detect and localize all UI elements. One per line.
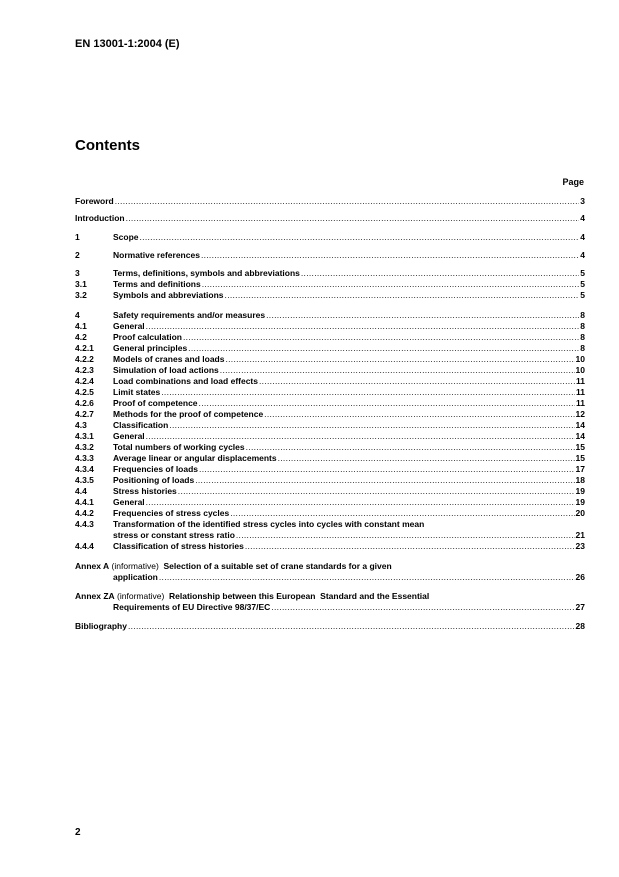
toc-number: 4.2 <box>75 332 87 342</box>
toc-leader <box>195 475 574 485</box>
toc-label: Average linear or angular displacements <box>113 453 277 463</box>
toc-entry-2[interactable] <box>75 249 585 260</box>
toc-leader <box>264 409 574 419</box>
toc-leader <box>271 602 574 612</box>
toc-annex-label <box>75 561 392 571</box>
toc-number: 4.4.2 <box>75 508 94 518</box>
toc-label: Safety requirements and/or measures <box>113 310 266 320</box>
toc-entry-3[interactable] <box>75 267 585 278</box>
toc-leader <box>146 321 580 331</box>
toc-entry-4-3-2[interactable] <box>75 441 585 452</box>
toc-number: 4.4.3 <box>75 519 94 529</box>
toc-entry-4-3[interactable] <box>75 419 585 430</box>
toc-number: 4.2.1 <box>75 343 94 353</box>
toc-entry-annex-a[interactable] <box>75 560 585 571</box>
toc-page: 5 <box>580 290 585 300</box>
toc-number: 1 <box>75 232 80 242</box>
toc-number: 4.3 <box>75 420 87 430</box>
toc-number: 4.3.4 <box>75 464 94 474</box>
toc-label: stress or constant stress ratio <box>113 530 235 540</box>
toc-page: 5 <box>580 268 585 278</box>
toc-entry-4-1[interactable] <box>75 320 585 331</box>
toc-number: 4.2.3 <box>75 365 94 375</box>
toc-leader <box>202 279 580 289</box>
toc-label: Terms, definitions, symbols and abbreviations <box>113 268 300 278</box>
toc-number: 4.1 <box>75 321 87 331</box>
toc-page: 4 <box>580 213 585 223</box>
toc-label: Total numbers of working cycles <box>113 442 245 452</box>
toc-leader <box>188 343 579 353</box>
toc-label: Proof calculation <box>113 332 182 342</box>
toc-number: 4.4 <box>75 486 87 496</box>
toc-page: 4 <box>580 250 585 260</box>
toc-entry-4-3-1[interactable] <box>75 430 585 441</box>
toc-leader <box>246 442 575 452</box>
toc-label: Transformation of the identified stress cycles into cycles with constant mean <box>113 519 425 529</box>
toc-label: Proof of competence <box>113 398 198 408</box>
toc-number: 4.2.5 <box>75 387 94 397</box>
toc-entry-4-3-3[interactable] <box>75 452 585 463</box>
toc-label: Normative references <box>113 250 200 260</box>
toc-entry-annex-za[interactable] <box>75 590 585 601</box>
toc-page: 10 <box>575 354 585 364</box>
toc-leader <box>201 250 579 260</box>
toc-number: 4.2.6 <box>75 398 94 408</box>
toc-page: 26 <box>575 572 585 582</box>
toc-number: 4 <box>75 310 80 320</box>
toc-entry-4-2-5[interactable] <box>75 386 585 397</box>
toc-leader <box>199 398 575 408</box>
toc-leader <box>159 572 575 582</box>
toc-annex-label <box>75 591 429 601</box>
toc-label: General principles <box>113 343 188 353</box>
toc-page: 11 <box>576 376 585 386</box>
toc-page: 8 <box>580 310 585 320</box>
toc-page: 19 <box>575 497 585 507</box>
toc-number: 4.3.2 <box>75 442 94 452</box>
toc-label: Models of cranes and loads <box>113 354 225 364</box>
toc-entry-bibliography[interactable] <box>75 620 585 631</box>
annex-informative: (informative) <box>117 591 165 601</box>
toc-entry-foreword[interactable] <box>75 195 585 206</box>
toc-number: 3.1 <box>75 279 87 289</box>
toc-number: 4.3.1 <box>75 431 94 441</box>
toc-label: Methods for the proof of competence <box>113 409 264 419</box>
toc-page: 19 <box>575 486 585 496</box>
toc-page: 8 <box>580 321 585 331</box>
toc-entry-4-4-3[interactable] <box>75 518 585 529</box>
toc-number: 4.3.3 <box>75 453 94 463</box>
annex-prefix: Annex ZA <box>75 591 115 601</box>
toc-label: Simulation of load actions <box>113 365 219 375</box>
toc-entry-3-1[interactable] <box>75 278 585 289</box>
toc-entry-4-4[interactable] <box>75 485 585 496</box>
toc-page: 17 <box>575 464 585 474</box>
toc-entry-4-2-4[interactable] <box>75 375 585 386</box>
toc-number: 4.3.5 <box>75 475 94 485</box>
toc-leader <box>225 290 580 300</box>
toc-entry-1[interactable] <box>75 231 585 242</box>
toc-label: Positioning of loads <box>113 475 195 485</box>
toc-label: Limit states <box>113 387 161 397</box>
toc-leader <box>115 196 580 206</box>
toc-page: 10 <box>575 365 585 375</box>
toc-page: 8 <box>580 332 585 342</box>
toc-page: 20 <box>575 508 585 518</box>
toc-leader <box>245 541 575 551</box>
toc-leader <box>220 365 575 375</box>
toc-number: 4.2.7 <box>75 409 94 419</box>
toc-leader <box>169 420 574 430</box>
toc-entry-introduction[interactable] <box>75 212 585 223</box>
toc-number: 3 <box>75 268 80 278</box>
toc-page: 12 <box>575 409 585 419</box>
toc-label: Classification of stress histories <box>113 541 244 551</box>
page-title: Contents <box>75 137 140 154</box>
document-code: EN 13001-1:2004 (E) <box>75 38 180 50</box>
toc-entry-4-4-1[interactable] <box>75 496 585 507</box>
toc-label: General <box>113 497 145 507</box>
toc-entry-4-3-5[interactable] <box>75 474 585 485</box>
toc-entry-4-2-3[interactable] <box>75 364 585 375</box>
toc-label: Symbols and abbreviations <box>113 290 224 300</box>
toc-label: Frequencies of stress cycles <box>113 508 230 518</box>
page-column-label: Page <box>562 177 584 187</box>
toc-leader <box>259 376 575 386</box>
toc-leader <box>199 464 575 474</box>
toc-entry-4-2-6[interactable] <box>75 397 585 408</box>
toc-number: 4.4.1 <box>75 497 94 507</box>
toc-leader <box>126 213 580 223</box>
toc-label: Scope <box>113 232 139 242</box>
toc-label: General <box>113 321 145 331</box>
toc-label: Terms and definitions <box>113 279 201 289</box>
toc-page: 15 <box>575 453 585 463</box>
toc-number: 4.4.4 <box>75 541 94 551</box>
toc-entry-4-2-2[interactable] <box>75 353 585 364</box>
toc-entry-4-2[interactable] <box>75 331 585 342</box>
toc-leader <box>236 530 575 540</box>
toc-entry-4-3-4[interactable] <box>75 463 585 474</box>
toc-label: Frequencies of loads <box>113 464 199 474</box>
toc-leader <box>230 508 574 518</box>
toc-entry-4-4-4[interactable] <box>75 540 585 551</box>
toc-page: 11 <box>576 398 585 408</box>
toc-page: 15 <box>575 442 585 452</box>
toc-leader <box>278 453 575 463</box>
toc-page: 4 <box>580 232 585 242</box>
toc-page: 14 <box>575 420 585 430</box>
toc-page: 3 <box>580 196 585 206</box>
toc-page: 5 <box>580 279 585 289</box>
toc-leader <box>225 354 574 364</box>
toc-leader <box>183 332 579 342</box>
toc-page: 18 <box>575 475 585 485</box>
toc-entry-4-2-7[interactable] <box>75 408 585 419</box>
toc-leader <box>128 621 575 631</box>
toc-leader <box>301 268 579 278</box>
toc-entry-4-2-1[interactable] <box>75 342 585 353</box>
toc-leader <box>146 497 575 507</box>
toc-label: Bibliography <box>75 621 127 631</box>
toc-entry-3-2[interactable] <box>75 289 585 300</box>
annex-informative: (informative) <box>111 561 159 571</box>
toc-leader <box>146 431 575 441</box>
toc-page: 8 <box>580 343 585 353</box>
toc-label: Stress histories <box>113 486 177 496</box>
toc-number: 3.2 <box>75 290 87 300</box>
toc-entry-annex-za-cont[interactable] <box>113 601 585 612</box>
annex-title: Relationship between this European Standard and the Essential <box>169 591 430 601</box>
toc-label: Requirements of EU Directive 98/37/EC <box>113 602 271 612</box>
toc-label: Load combinations and load effects <box>113 376 258 386</box>
toc-entry-annex-a-cont[interactable] <box>113 571 585 582</box>
toc-page: 21 <box>575 530 585 540</box>
toc-leader <box>161 387 575 397</box>
toc-entry-4[interactable] <box>75 309 585 320</box>
toc-page: 27 <box>575 602 585 612</box>
toc-number: 4.2.2 <box>75 354 94 364</box>
annex-prefix: Annex A <box>75 561 110 571</box>
page-number: 2 <box>75 827 81 838</box>
toc-entry-4-4-2[interactable] <box>75 507 585 518</box>
toc-number: 4.2.4 <box>75 376 94 386</box>
toc-page: 11 <box>576 387 585 397</box>
toc-page: 14 <box>575 431 585 441</box>
toc-entry-4-4-3-cont[interactable] <box>113 529 585 540</box>
toc-leader <box>266 310 579 320</box>
toc-label: application <box>113 572 158 582</box>
toc-number: 2 <box>75 250 80 260</box>
toc-label: Introduction <box>75 213 125 223</box>
toc-label: Foreword <box>75 196 114 206</box>
toc-leader <box>140 232 580 242</box>
toc-page: 28 <box>575 621 585 631</box>
toc-label: General <box>113 431 145 441</box>
toc-leader <box>178 486 575 496</box>
toc-page: 23 <box>575 541 585 551</box>
toc-label: Classification <box>113 420 169 430</box>
annex-title: Selection of a suitable set of crane standards for a given <box>163 561 392 571</box>
